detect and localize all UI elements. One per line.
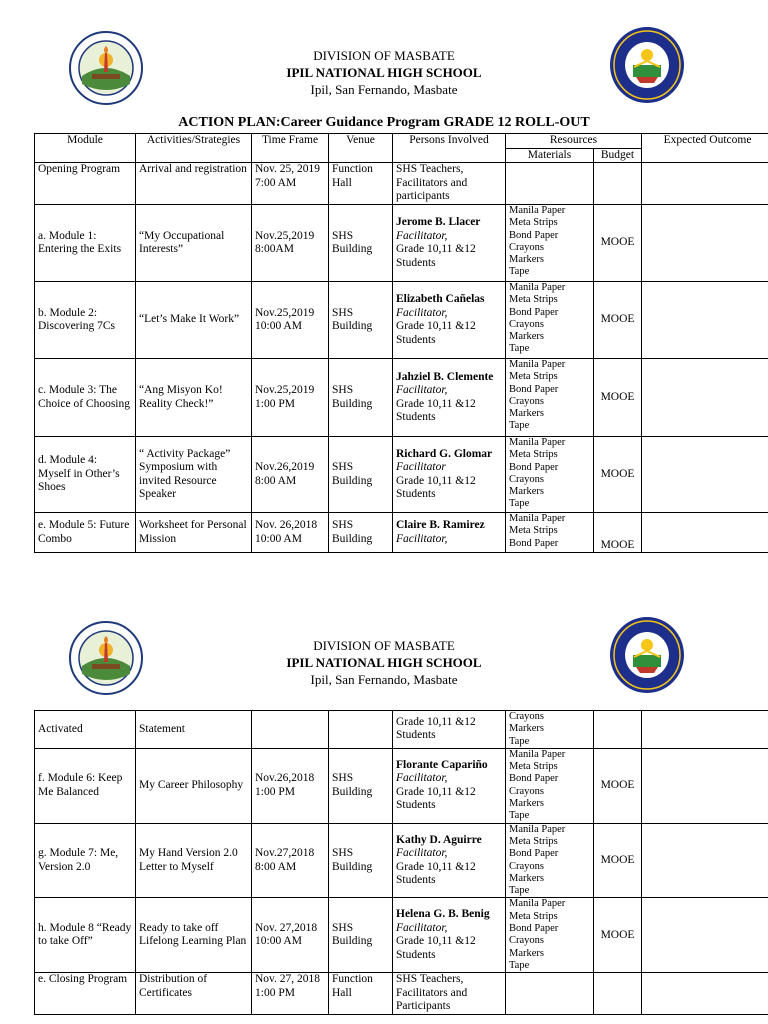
- material-item: Meta Strips: [509, 761, 558, 773]
- table-row: [35, 437, 768, 513]
- expected-outcome-cell: [642, 205, 768, 282]
- persons-involved-cell: [393, 898, 506, 973]
- material-item: Tape: [509, 420, 530, 432]
- time-frame-cell: Nov. 27,2018 10:00 AM: [252, 898, 329, 973]
- expected-outcome-cell: [642, 282, 768, 359]
- venue-cell: SHS Building: [329, 823, 393, 898]
- venue-cell: SHS Building: [329, 282, 393, 359]
- persons-involved-cell: [393, 973, 506, 1015]
- facilitator-name: Kathy D. Aguirre: [396, 833, 482, 846]
- page-header: [0, 590, 768, 705]
- facilitator-name: Richard G. Glomar: [396, 447, 493, 460]
- activity-cell: Statement: [136, 711, 252, 749]
- facilitator-name: Florante Capariño: [396, 758, 488, 771]
- persons-involved-cell: [393, 513, 506, 553]
- material-item: Bond Paper: [509, 306, 559, 318]
- facilitator-role: Facilitator,: [396, 306, 448, 319]
- school-name: IPIL NATIONAL HIGH SCHOOL: [286, 65, 482, 80]
- material-item: Manila Paper: [509, 282, 566, 293]
- table-row: [35, 711, 768, 749]
- budget-cell: MOOE: [594, 282, 642, 359]
- time-frame-cell: Nov. 25, 2019 7:00 AM: [252, 163, 329, 205]
- material-item: Meta Strips: [509, 910, 558, 922]
- material-item: Meta Strips: [509, 449, 558, 461]
- material-item: Crayons: [509, 711, 544, 722]
- material-item: Meta Strips: [509, 294, 558, 306]
- materials-cell: [506, 748, 594, 823]
- material-item: Markers: [509, 331, 544, 343]
- material-item: Tape: [509, 498, 530, 510]
- header-time-frame: Time Frame: [252, 134, 329, 163]
- module-cell: f. Module 6: Keep Me Balanced: [35, 748, 136, 823]
- budget-cell: [594, 163, 642, 205]
- table-row: [35, 163, 768, 205]
- module-cell: a. Module 1: Entering the Exits: [35, 205, 136, 282]
- material-item: Bond Paper: [509, 383, 559, 395]
- document-title: ACTION PLAN:Career Guidance Program GRADE 12 ROLL-OUT: [178, 115, 590, 130]
- material-item: Markers: [509, 798, 544, 810]
- facilitator-name: Claire B. Ramirez: [396, 519, 485, 531]
- material-item: Tape: [509, 959, 530, 971]
- time-frame-cell: Nov.26,2018 1:00 PM: [252, 748, 329, 823]
- participants-group: SHS Teachers, Facilitators and Participants: [396, 973, 468, 1013]
- budget-cell: MOOE: [594, 437, 642, 513]
- expected-outcome-cell: [642, 437, 768, 513]
- materials-cell: [506, 898, 594, 973]
- header-persons-involved: Persons Involved: [393, 134, 506, 163]
- material-item: Tape: [509, 343, 530, 355]
- facilitator-role: Facilitator,: [396, 772, 448, 785]
- material-item: Manila Paper: [509, 437, 566, 448]
- persons-involved-cell: [393, 823, 506, 898]
- module-cell: Opening Program: [35, 163, 136, 205]
- expected-outcome-cell: [642, 748, 768, 823]
- material-item: Manila Paper: [509, 748, 566, 760]
- venue-cell: SHS Building: [329, 898, 393, 973]
- facilitator-name: Jerome B. Llacer: [396, 216, 481, 228]
- module-cell: d. Module 4: Myself in Other’s Shoes: [35, 437, 136, 513]
- time-frame-cell: Nov.25,2019 1:00 PM: [252, 359, 329, 437]
- material-item: Crayons: [509, 785, 544, 797]
- material-item: Manila Paper: [509, 898, 566, 910]
- material-item: Markers: [509, 723, 544, 735]
- facilitator-role: Facilitator,: [396, 384, 448, 396]
- persons-involved-cell: [393, 282, 506, 359]
- activity-cell: “My Occupational Interests”: [136, 205, 252, 282]
- facilitator-role: Facilitator,: [396, 229, 448, 242]
- material-item: Bond Paper: [509, 537, 559, 549]
- material-item: Tape: [509, 810, 530, 822]
- facilitator-name: Jahziel B. Clemente: [396, 370, 494, 383]
- venue-cell: SHS Building: [329, 748, 393, 823]
- module-cell: g. Module 7: Me, Version 2.0: [35, 823, 136, 898]
- material-item: Markers: [509, 872, 544, 884]
- persons-involved-cell: [393, 711, 506, 749]
- page-header: [0, 0, 768, 115]
- header-budget: Budget: [594, 148, 642, 163]
- material-item: Meta Strips: [509, 217, 558, 229]
- expected-outcome-cell: [642, 898, 768, 973]
- expected-outcome-cell: [642, 513, 768, 553]
- venue-cell: [329, 711, 393, 749]
- time-frame-cell: Nov. 27, 2018 1:00 PM: [252, 973, 329, 1015]
- facilitator-role: Facilitator,: [396, 921, 448, 934]
- table-row: [35, 823, 768, 898]
- time-frame-cell: Nov.25,2019 8:00AM: [252, 205, 329, 282]
- participants-group: Grade 10,11 &12 Students: [396, 397, 476, 423]
- budget-cell: MOOE: [594, 898, 642, 973]
- material-item: Bond Paper: [509, 923, 559, 935]
- budget-cell: [594, 711, 642, 749]
- participants-group: Grade 10,11 &12 Students: [396, 935, 476, 961]
- module-cell: c. Module 3: The Choice of Choosing: [35, 359, 136, 437]
- facilitator-role: Facilitator,: [396, 847, 448, 860]
- budget-cell: MOOE: [594, 205, 642, 282]
- material-item: Manila Paper: [509, 513, 566, 524]
- material-item: Bond Paper: [509, 848, 559, 860]
- participants-group: Grade 10,11 &12 Students: [396, 320, 476, 346]
- facilitator-role: Facilitator: [396, 461, 446, 473]
- material-item: Crayons: [509, 318, 544, 330]
- persons-involved-cell: [393, 205, 506, 282]
- participants-group: Grade 10,11 &12 Students: [396, 474, 476, 500]
- table-row: [35, 748, 768, 823]
- header-expected-outcome: Expected Outcome: [642, 134, 768, 163]
- header-materials: Materials: [506, 148, 594, 163]
- facilitator-name: Elizabeth Cañelas: [396, 293, 485, 305]
- header-resources: Resources: [506, 134, 642, 149]
- activity-cell: Worksheet for Personal Mission: [136, 513, 252, 553]
- venue-cell: SHS Building: [329, 205, 393, 282]
- division-name: DIVISION OF MASBATE: [313, 638, 455, 653]
- expected-outcome-cell: [642, 163, 768, 205]
- budget-cell: MOOE: [594, 823, 642, 898]
- material-item: Meta Strips: [509, 835, 558, 847]
- document-page-2: [0, 590, 768, 1024]
- venue-cell: SHS Building: [329, 437, 393, 513]
- material-item: Tape: [509, 735, 530, 747]
- persons-involved-cell: [393, 437, 506, 513]
- table-row: [35, 359, 768, 437]
- expected-outcome-cell: [642, 359, 768, 437]
- materials-cell: [506, 513, 594, 553]
- expected-outcome-cell: [642, 711, 768, 749]
- budget-cell: MOOE: [594, 359, 642, 437]
- persons-involved-cell: [393, 359, 506, 437]
- materials-cell: [506, 711, 594, 749]
- venue-cell: SHS Building: [329, 513, 393, 553]
- materials-cell: [506, 437, 594, 513]
- facilitator-role: Facilitator,: [396, 532, 448, 545]
- materials-cell: [506, 282, 594, 359]
- material-item: Meta Strips: [509, 371, 558, 383]
- table-row: [35, 513, 768, 553]
- material-item: Tape: [509, 266, 530, 278]
- activity-cell: My Career Philosophy: [136, 748, 252, 823]
- time-frame-cell: [252, 711, 329, 749]
- time-frame-cell: Nov. 26,2018 10:00 AM: [252, 513, 329, 553]
- material-item: Markers: [509, 254, 544, 266]
- expected-outcome-cell: [642, 823, 768, 898]
- table-row: [35, 282, 768, 359]
- expected-outcome-cell: [642, 973, 768, 1015]
- material-item: Meta Strips: [509, 525, 558, 537]
- header-module: Module: [35, 134, 136, 163]
- module-cell: Activated: [35, 711, 136, 749]
- material-item: Bond Paper: [509, 461, 559, 473]
- school-address: Ipil, San Fernando, Masbate: [310, 672, 458, 687]
- facilitator-name: Helena G. B. Benig: [396, 908, 490, 921]
- material-item: Manila Paper: [509, 359, 566, 370]
- division-name: DIVISION OF MASBATE: [313, 48, 455, 63]
- activity-cell: Distribution of Certificates: [136, 973, 252, 1015]
- participants-group: Grade 10,11 &12 Students: [396, 243, 476, 269]
- action-plan-table: [34, 133, 768, 553]
- material-item: Bond Paper: [509, 229, 559, 241]
- budget-cell: MOOE: [594, 748, 642, 823]
- material-item: Markers: [509, 408, 544, 420]
- school-seal-logo: [608, 615, 686, 695]
- time-frame-cell: Nov.27,2018 8:00 AM: [252, 823, 329, 898]
- school-name: IPIL NATIONAL HIGH SCHOOL: [286, 655, 482, 670]
- persons-involved-cell: [393, 163, 506, 205]
- participants-group: SHS Teachers, Facilitators and participants: [396, 163, 468, 202]
- activity-cell: “Ang Misyon Ko! Reality Check!”: [136, 359, 252, 437]
- school-address: Ipil, San Fernando, Masbate: [310, 82, 458, 97]
- module-cell: e. Closing Program: [35, 973, 136, 1015]
- module-cell: e. Module 5: Future Combo: [35, 513, 136, 553]
- venue-cell: Function Hall: [329, 973, 393, 1015]
- material-item: Manila Paper: [509, 205, 566, 216]
- materials-cell: [506, 973, 594, 1015]
- material-item: Crayons: [509, 241, 544, 253]
- participants-group: Grade 10,11 &12 Students: [396, 860, 476, 887]
- participants-group: Grade 10,11 &12 Students: [396, 785, 476, 812]
- persons-involved-cell: [393, 748, 506, 823]
- participants-group: Grade 10,11 &12 Students: [396, 715, 476, 742]
- header-venue: Venue: [329, 134, 393, 163]
- budget-cell: MOOE: [594, 513, 642, 553]
- table-row: [35, 973, 768, 1015]
- activity-cell: Ready to take off Lifelong Learning Plan: [136, 898, 252, 973]
- material-item: Markers: [509, 947, 544, 959]
- materials-cell: [506, 163, 594, 205]
- material-item: Manila Paper: [509, 823, 566, 835]
- module-cell: h. Module 8 “Ready to take Off”: [35, 898, 136, 973]
- material-item: Bond Paper: [509, 773, 559, 785]
- table-row: [35, 898, 768, 973]
- time-frame-cell: Nov.26,2019 8:00 AM: [252, 437, 329, 513]
- activity-cell: “ Activity Package” Symposium with invited Resource Speaker: [136, 437, 252, 513]
- venue-cell: Function Hall: [329, 163, 393, 205]
- material-item: Crayons: [509, 473, 544, 485]
- activity-cell: “Let’s Make It Work”: [136, 282, 252, 359]
- header-activities: Activities/Strategies: [136, 134, 252, 163]
- venue-cell: SHS Building: [329, 359, 393, 437]
- materials-cell: [506, 359, 594, 437]
- material-item: Crayons: [509, 935, 544, 947]
- activity-cell: Arrival and registration: [136, 163, 252, 205]
- school-seal-logo: [608, 25, 686, 105]
- activity-cell: My Hand Version 2.0 Letter to Myself: [136, 823, 252, 898]
- material-item: Crayons: [509, 860, 544, 872]
- materials-cell: [506, 205, 594, 282]
- material-item: Tape: [509, 885, 530, 897]
- material-item: Markers: [509, 486, 544, 498]
- module-cell: b. Module 2: Discovering 7Cs: [35, 282, 136, 359]
- time-frame-cell: Nov.25,2019 10:00 AM: [252, 282, 329, 359]
- materials-cell: [506, 823, 594, 898]
- budget-cell: [594, 973, 642, 1015]
- table-row: [35, 205, 768, 282]
- action-plan-table-continued: [34, 710, 768, 1015]
- material-item: Crayons: [509, 395, 544, 407]
